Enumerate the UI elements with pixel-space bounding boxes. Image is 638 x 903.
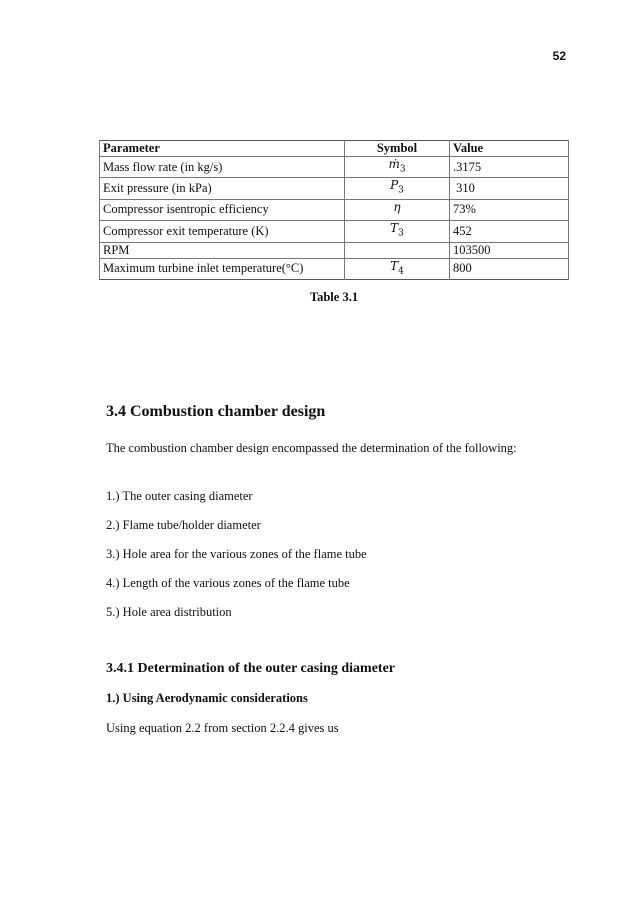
cell-parameter: Mass flow rate (in kg/s) bbox=[100, 157, 345, 178]
cell-parameter: Exit pressure (in kPa) bbox=[100, 178, 345, 199]
cell-symbol bbox=[345, 221, 450, 242]
cell-value: 73% bbox=[450, 199, 569, 220]
cell-symbol bbox=[345, 242, 450, 258]
cell-symbol bbox=[345, 258, 450, 279]
table-row bbox=[100, 199, 569, 220]
list-item: 3.) Hole area for the various zones of the flame tube bbox=[106, 547, 367, 561]
cell-symbol bbox=[345, 178, 450, 199]
parameter-table bbox=[99, 140, 569, 280]
cell-parameter: Maximum turbine inlet temperature(°C) bbox=[100, 258, 345, 279]
cell-symbol bbox=[345, 157, 450, 178]
symbol-base: ṁ bbox=[388, 157, 400, 171]
symbol-subscript: 3 bbox=[398, 228, 404, 239]
symbol-base: T bbox=[390, 258, 399, 273]
symbol-base: T bbox=[390, 221, 399, 236]
section-heading: 3.4 Combustion chamber design bbox=[106, 403, 326, 420]
cell-parameter: RPM bbox=[100, 242, 345, 258]
table-row bbox=[100, 178, 569, 199]
body-text: Using equation 2.2 from section 2.2.4 gives us bbox=[106, 721, 339, 735]
page-number: 52 bbox=[552, 49, 566, 63]
table-row bbox=[100, 221, 569, 242]
symbol-text bbox=[388, 157, 406, 175]
table-row bbox=[100, 157, 569, 178]
symbol-text bbox=[390, 178, 404, 196]
symbol-text bbox=[393, 200, 400, 214]
symbol-base: η bbox=[393, 199, 401, 214]
table-row bbox=[100, 258, 569, 279]
symbol-subscript: 3 bbox=[398, 185, 404, 196]
cell-parameter: Compressor isentropic efficiency bbox=[100, 199, 345, 220]
cell-value: .3175 bbox=[450, 157, 569, 178]
symbol-subscript: 3 bbox=[399, 164, 406, 175]
list-item: 1.) The outer casing diameter bbox=[106, 489, 253, 503]
table-row bbox=[100, 242, 569, 258]
list-item: 5.) Hole area distribution bbox=[106, 605, 232, 619]
header-symbol: Symbol bbox=[345, 141, 450, 157]
cell-parameter: Compressor exit temperature (K) bbox=[100, 221, 345, 242]
cell-value: 103500 bbox=[450, 242, 569, 258]
symbol-text bbox=[390, 221, 404, 239]
symbol-subscript: 4 bbox=[398, 265, 404, 276]
list-item: 4.) Length of the various zones of the flame tube bbox=[106, 576, 350, 590]
cell-value: 800 bbox=[450, 258, 569, 279]
cell-symbol bbox=[345, 199, 450, 220]
symbol-text bbox=[390, 258, 404, 276]
subsection-heading: 3.4.1 Determination of the outer casing diameter bbox=[106, 661, 396, 676]
list-item: 2.) Flame tube/holder diameter bbox=[106, 518, 261, 532]
subsection-subheading: 1.) Using Aerodynamic considerations bbox=[106, 691, 308, 705]
symbol-base: P bbox=[390, 178, 399, 193]
table-header-row bbox=[100, 141, 569, 157]
header-parameter: Parameter bbox=[100, 141, 345, 157]
header-value: Value bbox=[450, 141, 569, 157]
cell-value: 310 bbox=[450, 178, 569, 199]
cell-value: 452 bbox=[450, 221, 569, 242]
section-intro: The combustion chamber design encompassed the determination of the following: bbox=[106, 441, 517, 455]
table-caption: Table 3.1 bbox=[309, 290, 359, 304]
